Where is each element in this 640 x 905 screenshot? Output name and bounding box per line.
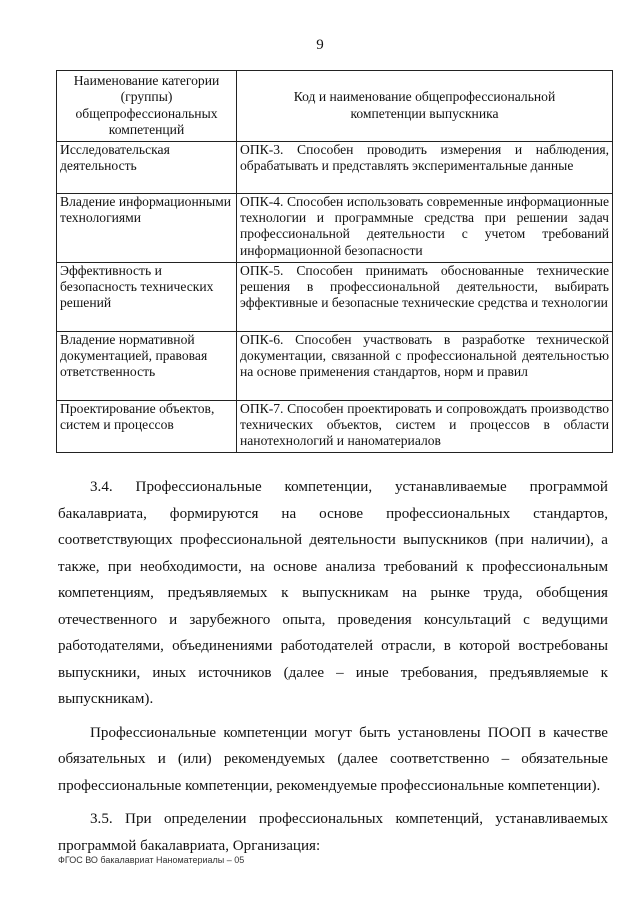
category-cell: Эффективность и безопасность технических решений bbox=[57, 262, 237, 331]
paragraph-3-4: 3.4. Профессиональные компетенции, устанавливаемые программой бакалавриата, формируются на основе профессиональных стандартов, соответствующих профессиональной деятельности выпускников (при наличии), а также, при необходимости, на основе анализа требований к профессиональным компетенциям, предъявляемых к выпускникам на рынке труда, обобщения отечественного и зарубежного опыта, проведения консультаций с ведущими работодателями, объединениями работодателей отрасли, в которой востребованы выпускники, иных источников (далее – иные требования, предъявляемые к выпускникам). bbox=[58, 479, 608, 707]
table-row bbox=[57, 141, 613, 193]
competence-cell: ОПК-7. Способен проектировать и сопровождать производство технических объектов, систем и процессов в области нанотехнологий и наноматериалов bbox=[237, 400, 613, 452]
category-cell: Исследовательская деятельность bbox=[57, 141, 237, 193]
category-cell: Проектирование объектов, систем и процессов bbox=[57, 400, 237, 452]
footer: ФГОС ВО бакалавриат Наноматериалы – 05 bbox=[58, 855, 245, 865]
header-category: Наименование категории (группы) общепрофессиональных компетенций bbox=[57, 71, 237, 142]
competence-cell: ОПК-3. Способен проводить измерения и наблюдения, обрабатывать и представлять экспериментальные данные bbox=[237, 141, 613, 193]
header-competence: Код и наименование общепрофессиональной компетенции выпускника bbox=[237, 71, 613, 142]
paragraph-3-5: 3.5. При определении профессиональных компетенций, устанавливаемых программой бакалавриата, Организация: bbox=[58, 811, 608, 854]
competencies-table bbox=[56, 70, 613, 453]
category-cell: Владение информационными технологиями bbox=[57, 193, 237, 262]
table-header-row bbox=[57, 71, 613, 142]
category-cell: Владение нормативной документацией, правовая ответственность bbox=[57, 331, 237, 400]
table-row bbox=[57, 193, 613, 262]
table-row bbox=[57, 262, 613, 331]
competence-cell: ОПК-5. Способен принимать обоснованные технические решения в профессиональной деятельности, выбирать эффективные и безопасные технические средства и технологии bbox=[237, 262, 613, 331]
paragraph-poop: Профессиональные компетенции могут быть установлены ПООП в качестве обязательных и (или) рекомендуемых (далее соответственно – обязательные профессиональные компетенции, рекомендуемые профессиональные компетенции). bbox=[58, 724, 608, 794]
table-row bbox=[57, 331, 613, 400]
competence-cell: ОПК-4. Способен использовать современные информационные технологии и программные средства при решении задач профессиональной деятельности с учетом требований информационной безопасности bbox=[237, 193, 613, 262]
table-row bbox=[57, 400, 613, 452]
body-text bbox=[58, 474, 608, 859]
competence-cell: ОПК-6. Способен участвовать в разработке технической документации, связанной с профессиональной деятельностью на основе применения стандартов, норм и правил bbox=[237, 331, 613, 400]
page-number: 9 bbox=[316, 37, 324, 53]
